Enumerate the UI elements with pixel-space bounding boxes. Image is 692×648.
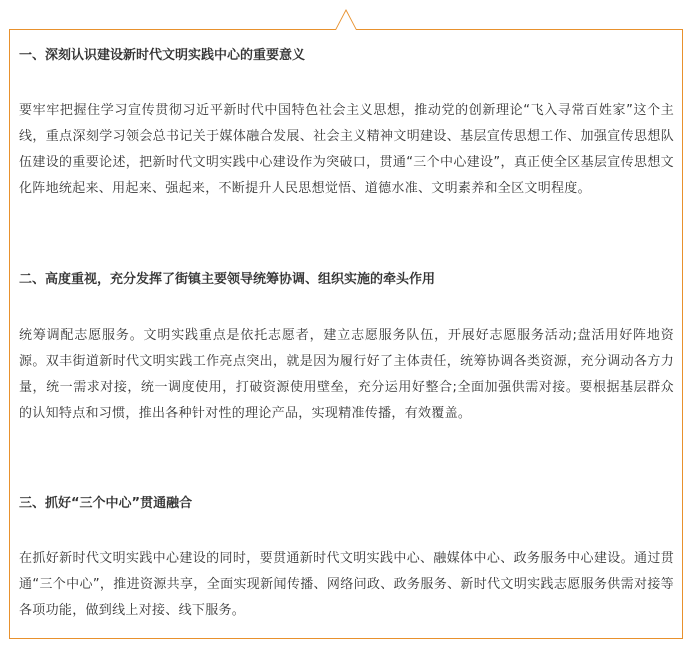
- section-paragraph: 在抓好新时代文明实践中心建设的同时，要贯通新时代文明实践中心、融媒体中心、政务服务中心建设。通过贯通“三个中心”，推进资源共享，全面实现新闻传播、网络问政、政务服务、新时代文明实践志愿服务供需对接等各项功能，做到线上对接、线下服务。: [19, 551, 674, 618]
- section-heading: 二、高度重视，充分发挥了街镇主要领导统筹协调、组织实施的牵头作用: [19, 272, 436, 287]
- section-paragraph: 要牢牢把握住学习宣传贯彻习近平新时代中国特色社会主义思想，推动党的创新理论“飞入寻常百姓家”这个主线，重点深刻学习领会总书记关于媒体融合发展、社会主义精神文明建设、基层宣传思想工作、加强宣传思想队伍建设的重要论述，把新时代文明实践中心建设作为突破口，贯通“三个中心建设”，真正使全区基层宣传思想文化阵地统起来、用起来、强起来，不断提升人民思想觉悟、道德水准、文明素养和全区文明程度。: [19, 103, 674, 196]
- section-paragraph: 统筹调配志愿服务。文明实践重点是依托志愿者，建立志愿服务队伍，开展好志愿服务活动;盘活用好阵地资源。双丰街道新时代文明实践工作亮点突出，就是因为履行好了主体责任，统筹协调各类资源，充分调动各方力量，统一需求对接，统一调度使用，打破资源使用壁垒，充分运用好整合;全面加强供需对接。要根据基层群众的认知特点和习惯，推出各种针对性的理论产品，实现精准传播，有效覆盖。: [19, 328, 674, 421]
- section-heading: 三、抓好“三个中心”贯通融合: [19, 496, 193, 511]
- bubble-notch-fill: [336, 11, 356, 30]
- section-heading: 一、深刻认识建设新时代文明实践中心的重要意义: [19, 48, 306, 63]
